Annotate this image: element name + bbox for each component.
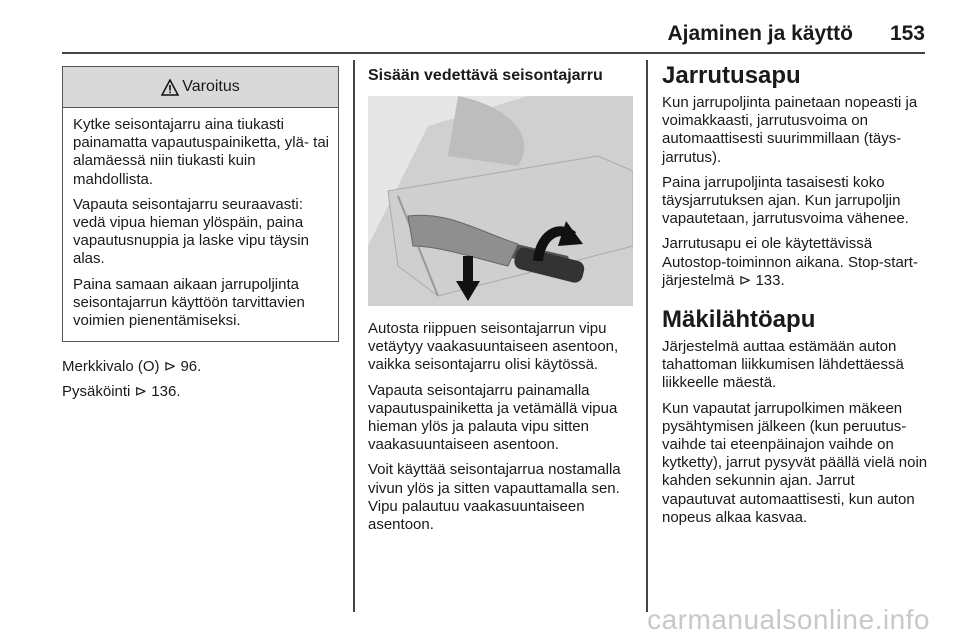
indicator-light-icon: (O) [137,358,160,376]
warning-header [63,67,338,108]
paragraph: Järjestelmä auttaa estämään auton tahattoman liikkumisen lähdettäessä liikkeelle mäestä. [662,338,904,392]
section-heading-hill-start-assist: Mäkilähtöapu [662,306,816,334]
page-header [62,22,925,52]
paragraph: Paina jarrupoljinta tasaisesti koko täysjarrutuksen ajan. Kun jarrupoljin vapautetaan, jarrutusvoima vähenee. [662,173,909,228]
warning-paragraph: Paina samaan aikaan jarrupoljinta seisontajarrun käyttöön tarvittavien voimien pienentämiseksi. [73,275,305,330]
paragraph: Voit käyttää seisontajarrua nostamalla vivun ylös ja sitten vapauttamalla sen. Vipu palautuu vaakasuuntaiseen asentoon. [368,461,621,534]
column-2 [368,60,633,541]
page-number: 153 [889,22,925,45]
header-rule [62,52,925,54]
section-title: Sisään vedettävä seisontajarru [368,67,603,84]
reference-indicator-light[interactable]: Merkkivalo (O) ⊳ 96. [62,358,202,376]
warning-title: Varoitus [182,78,240,95]
paragraph: Autosta riippuen seisontajarrun vipu vetäytyy vaakasuuntaiseen asentoon, vaikka seisontajarru olisi käytössä. [368,320,619,374]
paragraph: Kun vapautat jarrupolkimen mäkeen pysähtymisen jälkeen (kun peruutusvaihde tai eteenpäinajon vaihde on kytketty), jarrut pysyvät päällä vielä noin kahden sekunnin ajan. Jarrut vapautuvat automaattisesti, kun auton nopeus alkaa kasvaa. [662,399,928,526]
paragraph: Kun jarrupoljinta painetaan nopeasti ja voimakkaasti, jarrutusvoima on automaattisesti suurimmillaan (täysjarrutus). [662,94,918,166]
paragraph: Vapauta seisontajarru painamalla vapautuspainiketta ja vetämällä vipua hieman ylös ja palauta vipu sitten vaakasuuntaiseen asentoon. [368,381,618,454]
page-ref-arrow-icon: ⊳ [134,383,148,401]
column-3 [662,60,932,534]
warning-paragraph: Kytke seisontajarru aina tiukasti painamatta vapautuspainiketta, ylä- tai alamäessä niin tiukasti kuin mahdollista. [73,116,329,188]
watermark: carmanualsonline.info [647,604,930,635]
column-1 [62,60,339,409]
column-divider [353,60,355,612]
reference-list [62,358,339,401]
warning-paragraph: Vapauta seisontajarru seuraavasti: vedä vipua hieman ylöspäin, paina vapautusnuppia ja laske vipu täysin alas. [73,195,309,268]
warning-body [63,108,338,341]
warning-icon [161,79,179,96]
reference-parking[interactable]: Pysäköinti ⊳ 136. [62,383,181,401]
section-heading-brake-assist: Jarrutusapu [662,62,801,89]
column-divider [646,60,648,612]
header-title: Ajaminen ja käyttö [667,22,853,45]
parking-brake-photo [368,96,633,306]
page-ref-arrow-icon: ⊳ [738,271,752,289]
page-ref-arrow-icon: ⊳ [163,358,177,376]
warning-box [62,66,339,342]
reference-stop-start[interactable]: Jarrutusapu ei ole käytettävissä Autostop-toiminnon aikana. Stop-start-järjestelmä ⊳ 133. [662,235,918,289]
